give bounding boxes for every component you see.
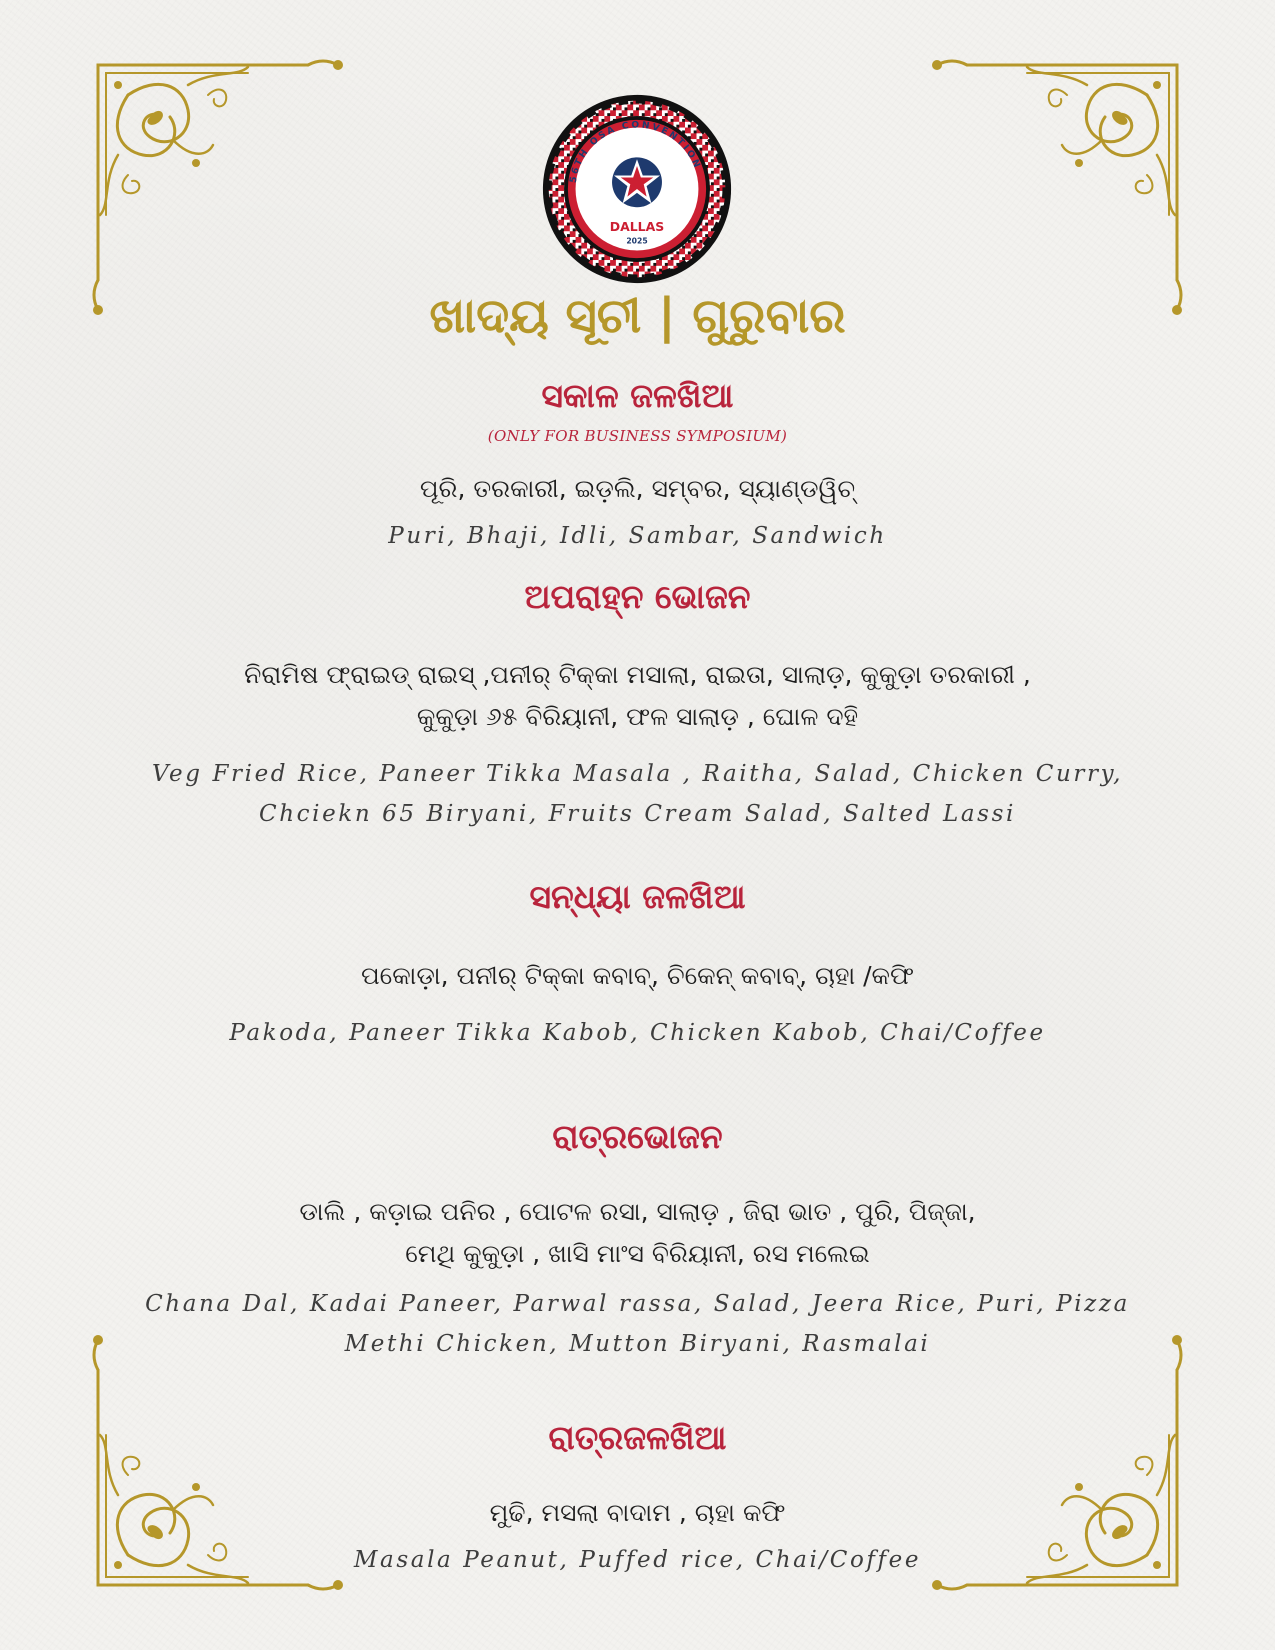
odia-items-breakfast [0, 468, 1275, 510]
odia-line: କୁକୁଡ଼ା ୬୫ ବିରିୟାନୀ, ଫଳ ସାଲାଡ଼ , ଘୋଳ ଦହି [416, 702, 859, 731]
english-line: Methi Chicken, Mutton Biryani, Rasmalai [344, 1331, 931, 1357]
odia-line: ନିରାମିଷ ଫ୍ରାଇଡ୍ ରାଇସ୍ ,ପନୀର୍ ଟିକ୍କା ମସାଲା, ରାଇତା, ସାଲାଡ଼, କୁକୁଡ଼ା ତରକାରୀ , [244, 660, 1031, 689]
english-line: Pakoda, Paneer Tikka Kabob, Chicken Kabob, Chai/Coffee [229, 1020, 1046, 1046]
corner-ornament-top-left [88, 55, 358, 325]
english-line: Chana Dal, Kadai Paneer, Parwal rassa, Salad, Jeera Rice, Puri, Pizza [145, 1291, 1130, 1317]
odia-line: ପକୋଡ଼ା, ପନୀର୍ ଟିକ୍କା କବାବ୍, ଚିକେନ୍ କବାବ୍, ଚାହା /କଫି [360, 961, 915, 990]
odia-items-evening-snacks [0, 955, 1275, 997]
menu-title: ଖାଦ୍ୟ ସୂଚୀ | ଗୁରୁବାର [429, 288, 846, 344]
section-heading-breakfast: ସକାଳ ଜଳଖିଆ [541, 376, 734, 415]
english-items-dinner [0, 1284, 1275, 1364]
section-heading-night-snacks: ରାତ୍ରଜଳଖିଆ [548, 1418, 727, 1457]
logo-ring-text: 56TH OSA CONVENTION [568, 120, 703, 184]
odia-items-night-snacks [0, 1492, 1275, 1534]
osa-convention-logo [541, 93, 733, 285]
english-items-evening-snacks [0, 1013, 1275, 1053]
corner-ornament-top-right [917, 55, 1187, 325]
logo-year: 2025 [626, 236, 648, 246]
english-line: Puri, Bhaji, Idli, Sambar, Sandwich [388, 523, 887, 549]
section-heading-dinner: ରାତ୍ରଭୋଜନ [552, 1117, 723, 1156]
english-line: Chciekn 65 Biryani, Fruits Cream Salad, Salted Lassi [259, 801, 1016, 827]
english-line: Masala Peanut, Puffed rice, Chai/Coffee [353, 1547, 922, 1573]
english-items-lunch [0, 754, 1275, 834]
section-heading-lunch: ଅପରାହ୍ନ ଭୋଜନ [524, 577, 751, 616]
odia-items-dinner [0, 1191, 1275, 1275]
english-items-night-snacks [0, 1540, 1275, 1580]
odia-line: ମୁଢି, ମସଲା ବାଦାମ , ଚାହା କଫି [489, 1498, 786, 1527]
odia-items-lunch [0, 654, 1275, 738]
odia-line: ପୂରି, ତରକାରୀ, ଇଡ଼ଲି, ସମ୍ବର, ସ୍ୟାଣ୍ଡୱିଚ୍ [419, 474, 856, 503]
english-line: Veg Fried Rice, Paneer Tikka Masala , Raitha, Salad, Chicken Curry, [151, 761, 1124, 787]
odia-line: ମେଥି କୁକୁଡ଼ା , ଖାସି ମାଂସ ବିରିୟାନୀ, ରସ ମଲେଇ [405, 1239, 870, 1268]
english-items-breakfast [0, 516, 1275, 556]
section-note-breakfast: (ONLY FOR BUSINESS SYMPOSIUM) [487, 427, 788, 445]
logo-city: DALLAS [609, 219, 665, 235]
odia-line: ଡାଲି , କଡ଼ାଇ ପନିର , ପୋଟଳ ରସା, ସାଲାଡ଼ , ଜିରା ଭାତ , ପୁରି, ପିଜ୍ଜା, [299, 1197, 976, 1226]
section-heading-evening-snacks: ସନ୍ଧ୍ୟା ଜଳଖିଆ [529, 877, 746, 916]
